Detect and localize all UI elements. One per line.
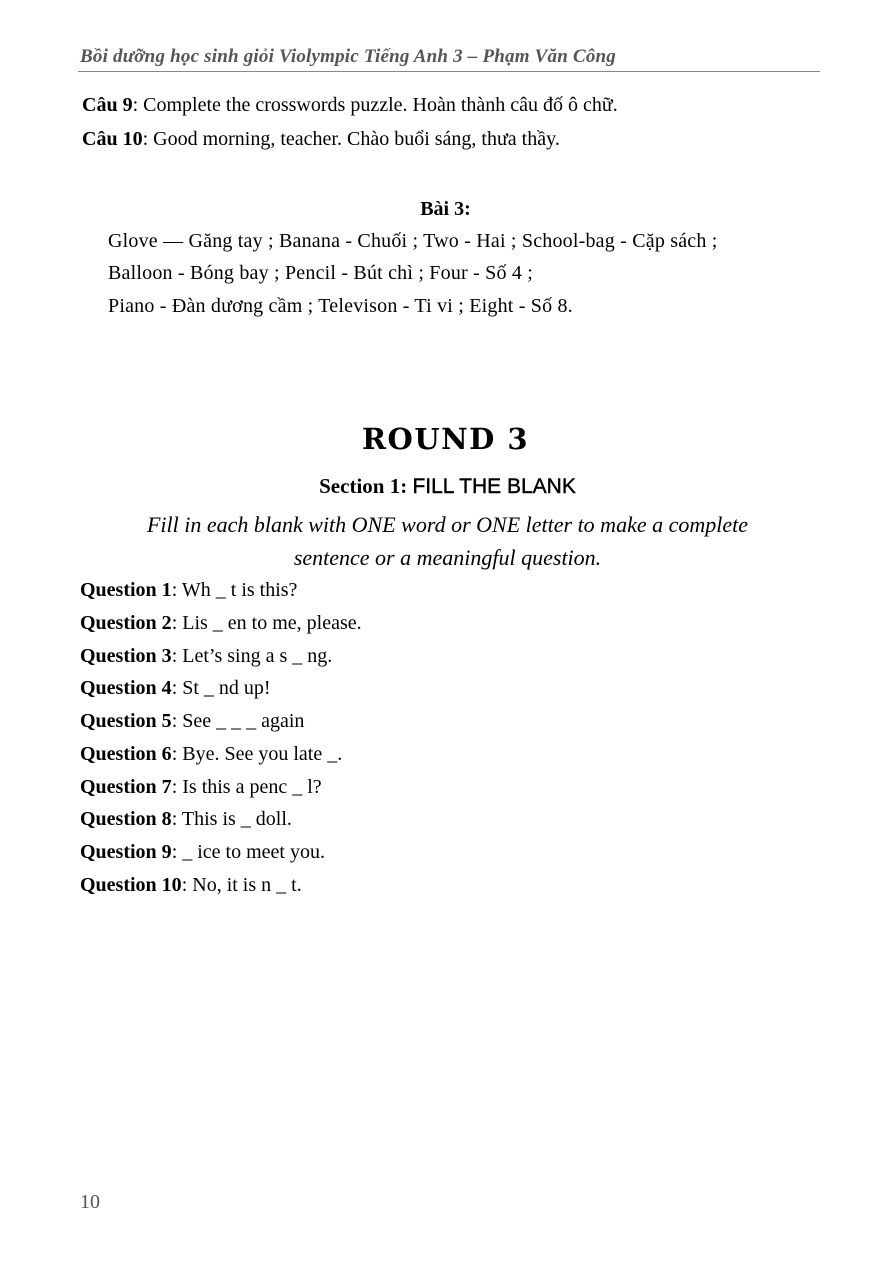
question-6 — [80, 743, 342, 766]
question-text: : Wh _ t is this? — [171, 579, 298, 601]
running-header: Bồi dưỡng học sinh giỏi Violympic Tiếng Anh 3 – Phạm Văn Công — [80, 46, 616, 67]
answer-text: : Complete the crosswords puzzle. Hoàn thành câu đố ô chữ. — [132, 94, 618, 116]
instruction-line: Fill in each blank with ONE word or ONE letter to make a complete — [146, 512, 749, 537]
question-8 — [80, 808, 292, 831]
question-7 — [80, 776, 322, 799]
question-label: Question 6 — [80, 743, 172, 765]
answer-line-cau-10 — [82, 128, 560, 151]
section-title — [0, 474, 891, 499]
question-text: : Let’s sing a s _ ng. — [171, 645, 333, 667]
instruction-line: sentence or a meaningful question. — [293, 545, 602, 570]
round-title: ROUND 3 — [361, 422, 530, 456]
question-label: Question 8 — [80, 808, 172, 830]
question-text: : Is this a penc _ l? — [171, 776, 322, 798]
question-3 — [80, 645, 332, 668]
bai-3-title: Bài 3: — [420, 198, 471, 220]
section-label: Section 1: — [319, 474, 413, 498]
answer-line-cau-9 — [82, 94, 618, 117]
question-text: : St _ nd up! — [171, 677, 271, 699]
question-label: Question 1 — [80, 579, 172, 601]
page-number: 10 — [80, 1191, 100, 1213]
header-divider — [78, 71, 820, 72]
answer-text: : Good morning, teacher. Chào buổi sáng, thưa thầy. — [142, 128, 560, 150]
question-text: : Bye. See you late _. — [171, 743, 343, 765]
question-text: : Lis _ en to me, please. — [171, 612, 362, 634]
question-label: Question 10 — [80, 874, 182, 896]
question-text: : This is _ doll. — [171, 808, 292, 830]
question-text: : See _ _ _ again — [171, 710, 305, 732]
question-10 — [80, 874, 302, 897]
question-label: Question 2 — [80, 612, 172, 634]
section-name: FILL THE BLANK — [412, 475, 576, 498]
answer-label: Câu 10 — [82, 128, 143, 150]
question-4 — [80, 677, 271, 700]
question-label: Question 4 — [80, 677, 172, 699]
question-9 — [80, 841, 325, 864]
question-text: : No, it is n _ t. — [181, 874, 302, 896]
question-label: Question 9 — [80, 841, 172, 863]
question-label: Question 5 — [80, 710, 172, 732]
question-label: Question 7 — [80, 776, 172, 798]
answer-label: Câu 9 — [82, 94, 133, 116]
question-text: : _ ice to meet you. — [171, 841, 325, 863]
vocab-line: Balloon - Bóng bay ; Pencil - Bút chì ; Four - Số 4 ; — [108, 262, 534, 284]
question-2 — [80, 612, 362, 635]
vocab-line: Piano - Đàn dương cầm ; Televison - Ti vi ; Eight - Số 8. — [108, 295, 573, 317]
question-5 — [80, 710, 304, 733]
instruction — [0, 508, 891, 574]
question-1 — [80, 579, 297, 602]
question-label: Question 3 — [80, 645, 172, 667]
vocab-line: Glove — Găng tay ; Banana - Chuối ; Two - Hai ; School-bag - Cặp sách ; — [108, 230, 718, 252]
